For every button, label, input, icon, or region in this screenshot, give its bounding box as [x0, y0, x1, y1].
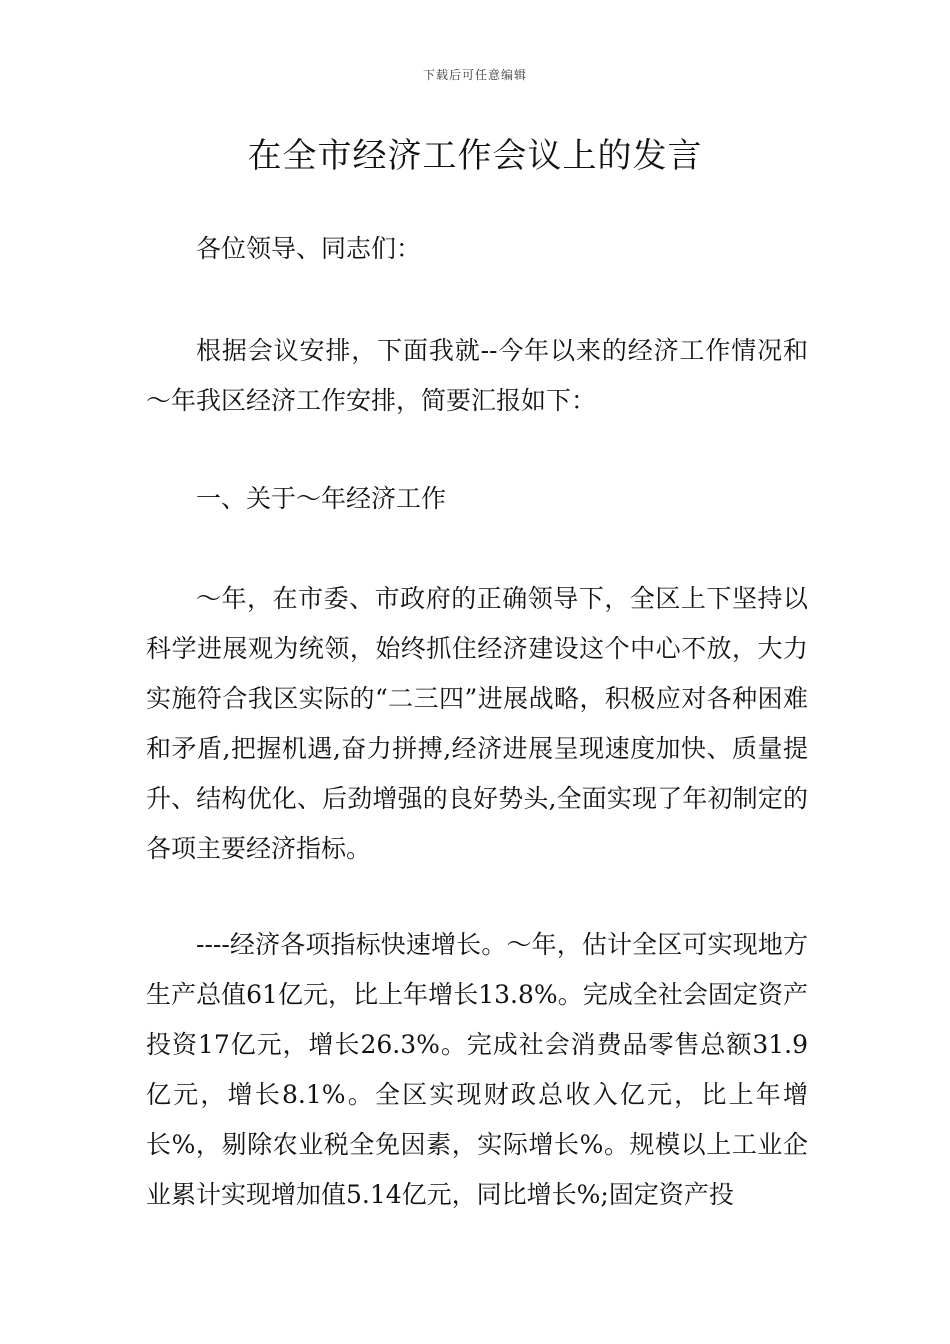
section-heading: 一、关于～年经济工作: [196, 484, 447, 513]
salutation-paragraph: 各位领导、同志们：: [196, 234, 422, 263]
header-note: 下载后可任意编辑: [422, 68, 527, 82]
overview-paragraph: ～年，在市委、市政府的正确领导下，全区上下坚持以科学进展观为统领，始终抓住经济建设这个中心不放，大力实施符合我区实际的“二三四”进展战略，积极应对各种困难和矛盾,把握机遇,奋力拼搏,经济进展呈现速度加快、质量提升、结构优化、后劲增强的良好势头,全面实现了年初制定的各项主要经济指标。: [146, 584, 808, 863]
document-title: 在全市经济工作会议上的发言: [247, 136, 703, 176]
intro-paragraph: 根据会议安排，下面我就--今年以来的经济工作情况和～年我区经济工作安排，简要汇报如下：: [146, 336, 808, 415]
indicators-paragraph: ----经济各项指标快速增长。～年，估计全区可实现地方生产总值61亿元，比上年增长13.8%。完成全社会固定资产投资17亿元，增长26.3%。完成社会消费品零售总额31.9亿元，增长8.1%。全区实现财政总收入亿元，比上年增长%，剔除农业税全免因素，实际增长%。规模以上工业企业累计实现增加值5.14亿元，同比增长%;固定资产投: [146, 930, 808, 1209]
